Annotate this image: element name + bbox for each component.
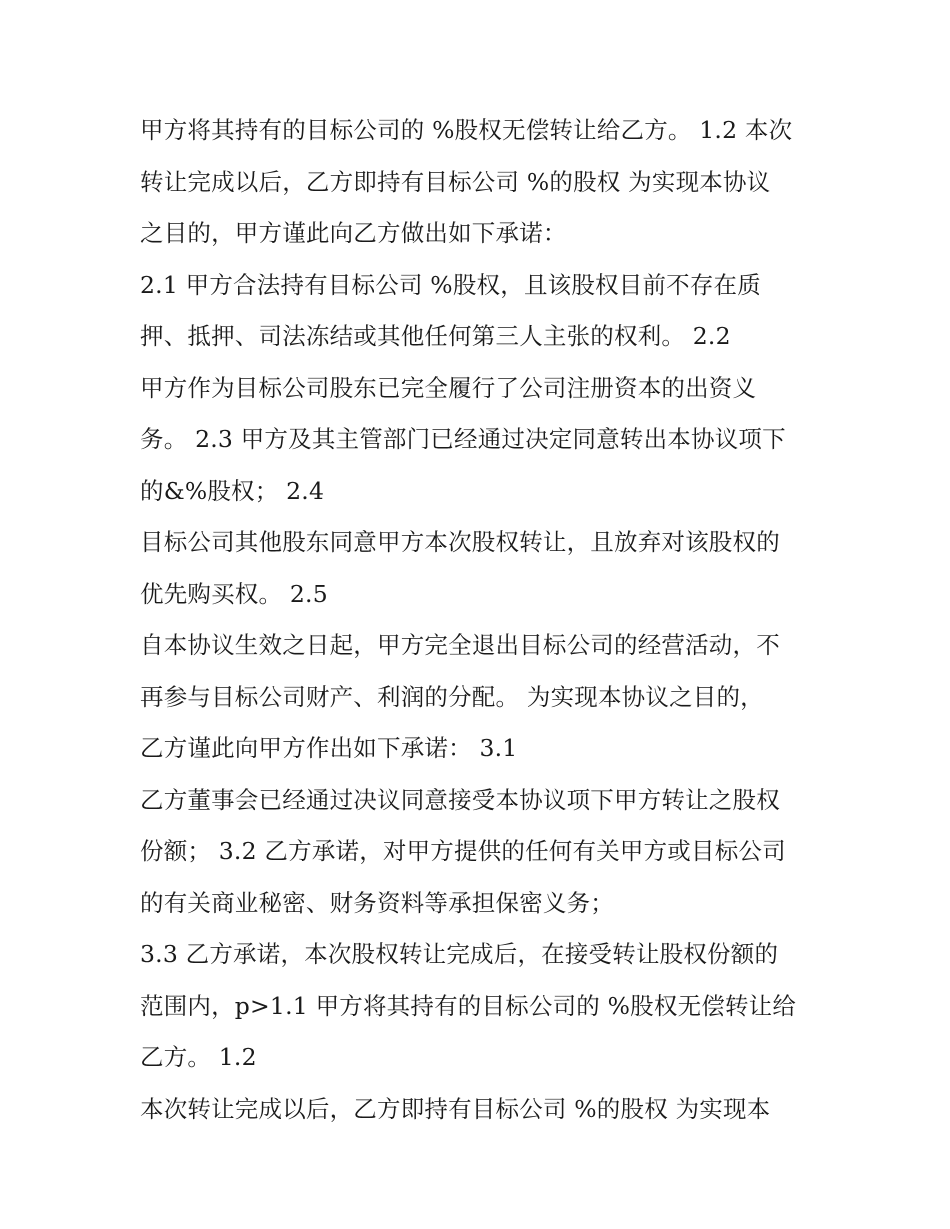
text-line: 自本协议生效之日起，甲方完全退出目标公司的经营活动，不 [140,631,780,659]
text-line: 2.1 甲方合法持有目标公司 %股权，且该股权目前不存在质 [140,270,761,299]
document-body [140,108,830,1138]
text-line: 优先购买权。 2.5 [140,579,328,608]
text-line: 押、抵押、司法冻结或其他任何第三人主张的权利。 2.2 [140,322,731,350]
text-line: 甲方作为目标公司股东已完全履行了公司注册资本的出资义 [140,373,757,402]
text-line: 范围内，p>1.1 甲方将其持有的目标公司的 %股权无偿转让给 [140,991,797,1020]
text-line: 乙方。 1.2 [140,1043,257,1071]
text-line: 甲方将其持有的目标公司的 %股权无偿转让给乙方。 1.2 本次 [140,116,793,144]
text-line: 的&%股权； 2.4 [140,476,325,505]
text-line: 之目的，甲方谨此向乙方做出如下承诺： [140,219,567,247]
text-line: 乙方谨此向甲方作出如下承诺： 3.1 [140,734,518,762]
text-line: 目标公司其他股东同意甲方本次股权转让，且放弃对该股权的 [140,528,780,556]
text-line: 份额； 3.2 乙方承诺，对甲方提供的任何有关甲方或目标公司 [140,837,786,865]
text-line: 乙方董事会已经通过决议同意接受本协议项下甲方转让之股权 [140,785,780,814]
text-line: 3.3 乙方承诺，本次股权转让完成后，在接受转让股权份额的 [140,940,779,968]
text-line: 转让完成以后，乙方即持有目标公司 %的股权 为实现本协议 [140,167,771,196]
text-line: 的有关商业秘密、财务资料等承担保密义务； [140,888,614,917]
text-line: 再参与目标公司财产、利润的分配。 为实现本协议之目的， [140,682,764,711]
text-line: 务。 2.3 甲方及其主管部门已经通过决定同意转出本协议项下 [140,425,786,453]
text-line: 本次转让完成以后，乙方即持有目标公司 %的股权 为实现本 [140,1094,771,1123]
